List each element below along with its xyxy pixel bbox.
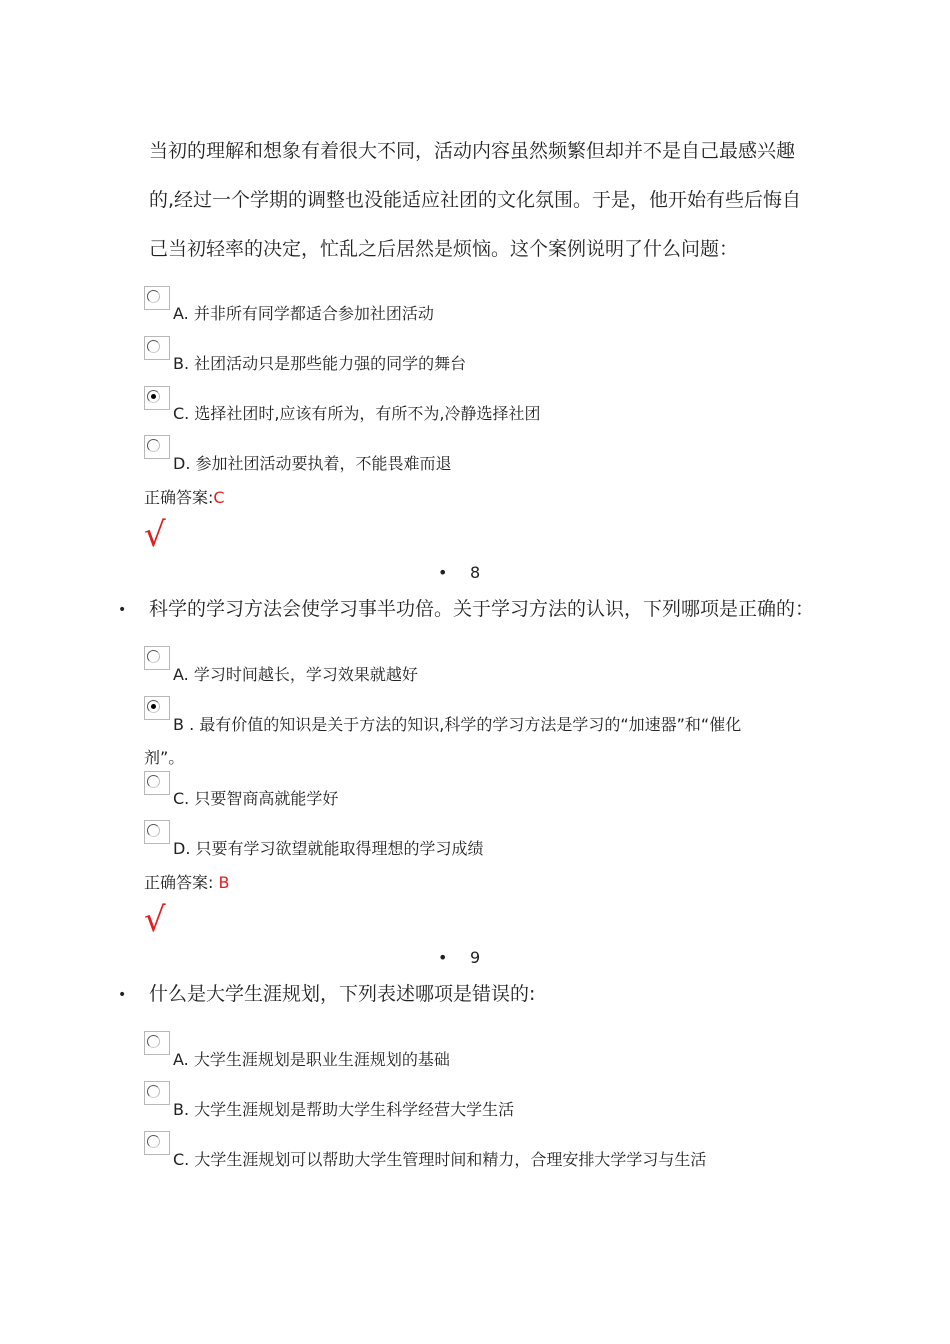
radio-icon [147,1035,160,1048]
radio-icon [147,290,160,303]
q8-checkmark-icon: √ [144,900,166,940]
q8-correct-answer [144,875,229,891]
correct-answer-value: C [213,488,225,507]
q7-option-b-radio[interactable] [144,336,170,360]
correct-answer-label: 正确答案: [144,488,214,507]
correct-answer-label: 正确答案: [144,873,219,892]
q8-question-text: 科学的学习方法会使学习事半功倍。关于学习方法的认识，下列哪项是正确的： [149,598,815,620]
q8-option-b-label-cont: 剂”。 [144,748,185,767]
q9-number: 9 [470,948,481,967]
radio-selected-icon [147,390,160,403]
q9-option-c-label: C. 大学生涯规划可以帮助大学生管理时间和精力，合理安排大学学习与生活 [173,1150,707,1169]
q9-option-c-radio[interactable] [144,1131,170,1155]
q8-number: 8 [470,563,481,582]
q8-option-a-label: A. 学习时间越长，学习效果就越好 [173,665,418,684]
q8-question-bullet: • [118,602,127,618]
q7-option-a-label: A. 并非所有同学都适合参加社团活动 [173,304,434,323]
q9-option-a-label: A. 大学生涯规划是职业生涯规划的基础 [173,1050,450,1069]
q9-question-text: 什么是大学生涯规划，下列表述哪项是错误的: [149,983,536,1005]
question-7-text-line-2: 的,经过一个学期的调整也没能适应社团的文化氛围。于是，他开始有些后悔自 [149,189,802,211]
radio-icon [147,340,160,353]
q9-option-a-radio[interactable] [144,1031,170,1055]
q9-option-b-radio[interactable] [144,1081,170,1105]
q7-option-d-label: D. 参加社团活动要执着，不能畏难而退 [173,454,452,473]
correct-answer-value: B [218,873,230,892]
radio-selected-icon [147,700,160,713]
q7-option-d-radio[interactable] [144,435,170,459]
q7-correct-answer [144,490,225,506]
q9-question-bullet: • [118,987,127,1003]
q8-option-b-radio[interactable] [144,696,170,720]
radio-icon [147,1135,160,1148]
question-7-text-line-1: 当初的理解和想象有着很大不同，活动内容虽然频繁但却并不是自己最感兴趣 [149,140,796,162]
radio-icon [147,650,160,663]
q8-option-c-radio[interactable] [144,771,170,795]
q9-option-b-label: B. 大学生涯规划是帮助大学生科学经营大学生活 [173,1100,515,1119]
q8-number-bullet: • [438,563,448,582]
q7-option-c-label: C. 选择社团时,应该有所为，有所不为,冷静选择社团 [173,404,541,423]
q9-number-bullet: • [438,948,448,967]
question-7-text-line-3: 己当初轻率的决定，忙乱之后居然是烦恼。这个案例说明了什么问题： [149,238,739,260]
q8-option-b-label: B . 最有价值的知识是关于方法的知识,科学的学习方法是学习的“加速器”和“催化 [173,715,742,734]
radio-icon [147,824,160,837]
radio-icon [147,775,160,788]
q7-checkmark-icon: √ [144,515,166,555]
q8-option-d-label: D. 只要有学习欲望就能取得理想的学习成绩 [173,839,484,858]
q8-option-c-label: C. 只要智商高就能学好 [173,789,339,808]
q7-option-a-radio[interactable] [144,286,170,310]
q8-option-d-radio[interactable] [144,820,170,844]
radio-icon [147,1085,160,1098]
radio-icon [147,439,160,452]
q8-option-a-radio[interactable] [144,646,170,670]
q7-option-b-label: B. 社团活动只是那些能力强的同学的舞台 [173,354,467,373]
q7-option-c-radio[interactable] [144,386,170,410]
